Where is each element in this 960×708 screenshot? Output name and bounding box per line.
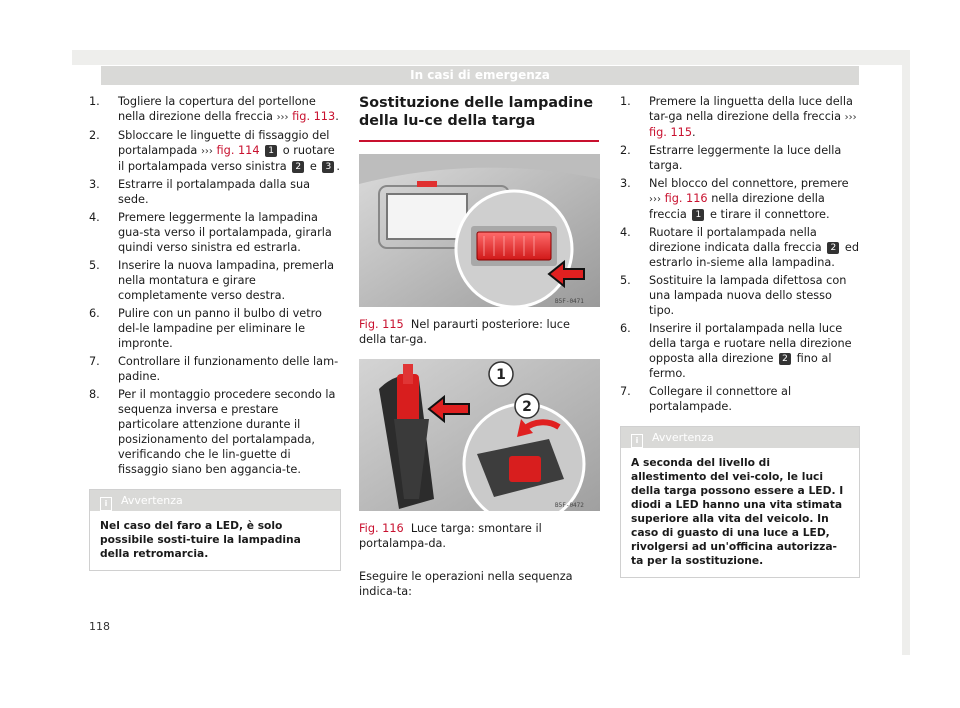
figure-link[interactable]: fig. 114 [216, 144, 260, 157]
callout-badge: 2 [292, 161, 304, 173]
arrow-icon: ››› [649, 194, 661, 205]
warning-body: A seconda del livello di allestimento del vei-colo, le luci della targa possono essere a LED. I diodi a LED hanno una vita stimata superiore alla vita del veicolo. In caso di guasto di una luce a LED, rivolgersi ad un'officina autorizza-ta per la sostituzione. [631, 456, 844, 567]
column-middle [359, 94, 601, 599]
list-item: 5. Inserire la nuova lampadina, premerla nella montatura e girare completamente verso destra. [89, 259, 335, 302]
section-title: Sostituzione delle lampadine della lu-ce della targa [359, 94, 599, 142]
list-item: 6. Inserire il portalampada nella luce della targa e ruotare nella direzione opposta alla direzione 2 fino al fermo. [620, 322, 852, 380]
arrow-icon: ››› [276, 112, 289, 123]
list-item: 1. Togliere la copertura del portellone nella direzione della freccia ››› fig. 113. [89, 95, 339, 123]
list-item: 2. Sbloccare le linguette di fissaggio del portalampada ››› fig. 114 1 o ruotare il portalampada verso sinistra 2 e 3 . [89, 129, 340, 173]
figure-link[interactable]: fig. 115 [649, 126, 693, 139]
license-plate-light-illustration [359, 154, 600, 307]
list-item: 3. Nel blocco del connettore, premere ››› fig. 116 nella direzione della freccia 1 e tirare il connettore. [620, 177, 849, 221]
warning-header: i Avvertenza [621, 427, 859, 448]
figure-link[interactable]: fig. 116 [664, 192, 708, 205]
section-header: In casi di emergenza [101, 66, 859, 85]
figure-115 [359, 154, 600, 347]
callout-badge: 1 [692, 209, 704, 221]
list-item: 8. Per il montaggio procedere secondo la sequenza inversa e prestare particolare attenzione durante il posizionamento del portalampada, verificando che le lin-guette di fissaggio siano ben aggancia-te. [89, 388, 336, 476]
steps-list [620, 94, 860, 414]
list-item: 4. Premere leggermente la lampadina gua-sta verso il portalampada, girarla quindi verso sinistra ed estrarla. [89, 211, 332, 254]
list-item: 4. Ruotare il portalampada nella direzione indicata dalla freccia 2 ed estrarlo in-sieme alla lampadina. [620, 226, 860, 269]
warning-box [620, 426, 860, 578]
callout-badge: 2 [827, 242, 839, 254]
list-item: 3. Estrarre il portalampada dalla sua sede. [89, 178, 311, 206]
figure-caption: Fig. 116 Luce targa: smontare il portalampa-da. [359, 522, 542, 550]
svg-text:B5F-0472: B5F-0472 [555, 502, 584, 509]
info-icon: i [631, 434, 643, 448]
list-item: 6. Pulire con un panno il bulbo di vetro del-le lampadine per eliminare le impronte. [89, 307, 322, 350]
callout-badge: 1 [265, 145, 277, 157]
info-icon: i [100, 497, 112, 511]
warning-box [89, 489, 341, 571]
callout-badge: 3 [322, 161, 334, 173]
callout-badge: 2 [779, 353, 791, 365]
warning-body: Nel caso del faro a LED, è solo possibile sosti-tuire la lampadina della retromarcia. [100, 519, 301, 560]
figure-caption: Fig. 115 Nel paraurti posteriore: luce della tar-ga. [359, 318, 570, 346]
page-number: 118 [89, 620, 110, 633]
list-item: 7. Controllare il funzionamento delle lam-padine. [89, 355, 339, 383]
figure-link[interactable]: fig. 113 [292, 110, 336, 123]
svg-text:B5F-0471: B5F-0471 [555, 298, 584, 305]
column-left [89, 94, 341, 571]
list-item: 5. Sostituire la lampada difettosa con una lampada nuova dello stesso tipo. [620, 274, 847, 317]
list-item: 7. Collegare il connettore al portalampade. [620, 385, 792, 413]
lamp-holder-removal-illustration [359, 359, 600, 511]
list-item: 2. Estrarre leggermente la luce della targa. [620, 144, 842, 172]
figure-116 [359, 359, 600, 551]
arrow-icon: ››› [844, 112, 857, 123]
steps-list [89, 94, 341, 477]
column-right [620, 94, 860, 578]
list-item: 1. Premere la linguetta della luce della tar-ga nella direzione della freccia ››› fig. 115. [620, 95, 857, 139]
intro-paragraph: Eseguire le operazioni nella sequenza indica-ta: [359, 570, 573, 598]
svg-text:1: 1 [496, 367, 506, 383]
arrow-icon: ››› [200, 146, 213, 157]
svg-text:2: 2 [522, 399, 532, 415]
warning-header: i Avvertenza [90, 490, 340, 511]
